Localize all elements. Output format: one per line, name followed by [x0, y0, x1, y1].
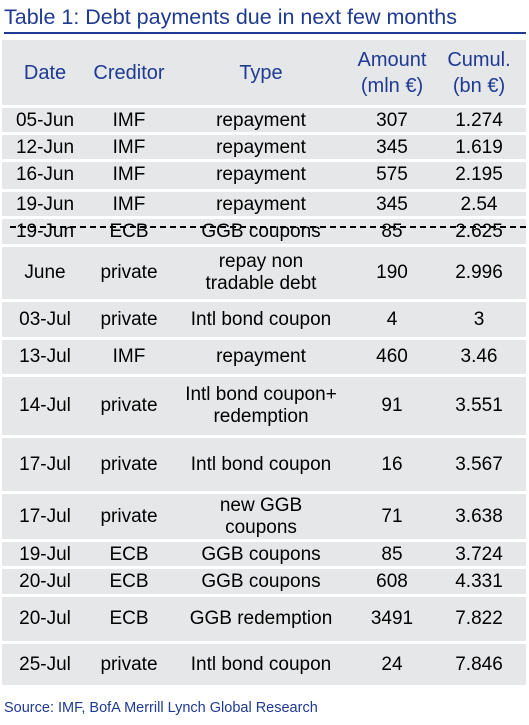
cell-cumul: 2.195 [455, 163, 503, 185]
table-row [2, 569, 526, 594]
cell-type-line: GGB coupons [201, 543, 321, 565]
row-separator [2, 244, 526, 247]
cell-type-line: repayment [216, 346, 306, 367]
row-separator [2, 566, 526, 569]
table-row [2, 438, 526, 491]
cell-date: 20-Jul [19, 570, 71, 592]
cell-type [170, 135, 352, 160]
row-separator [2, 105, 526, 108]
cell-amount: 460 [376, 346, 408, 367]
cell-type-line: repayment [216, 109, 306, 131]
cell-type [170, 438, 352, 491]
header-amount [352, 40, 432, 106]
cell-type [170, 192, 352, 217]
cell-creditor: private [100, 395, 158, 416]
cell-type-line: coupons [225, 516, 297, 538]
cell-cumul: 3.551 [455, 395, 503, 416]
cell-creditor: private [100, 453, 158, 475]
cell-date: 05-Jun [15, 109, 75, 131]
row-separator [2, 337, 526, 340]
cell-date: 19-Jun [15, 193, 75, 215]
cell-creditor: private [100, 505, 158, 527]
table-row [2, 135, 526, 160]
row-separator [2, 216, 526, 219]
cell-cumul: 7.846 [455, 653, 503, 675]
cell-cumul: 2.625 [455, 220, 503, 242]
header-date: Date [23, 62, 67, 84]
cell-type-line: Intl bond coupon+ [185, 384, 337, 405]
cell-cumul: 1.619 [455, 136, 503, 158]
cell-amount: 4 [386, 308, 398, 330]
cell-type-line: GGB coupons [201, 570, 321, 592]
cell-date: 12-Jun [15, 136, 75, 158]
row-separator [2, 539, 526, 542]
table-row [2, 247, 526, 299]
header-cumul [432, 40, 526, 106]
header-amount-line2: (mln €) [360, 75, 424, 97]
table-row [2, 644, 526, 685]
cell-amount: 85 [381, 220, 403, 242]
cell-type [170, 644, 352, 685]
table-row [2, 219, 526, 244]
cell-type [170, 340, 352, 374]
cell-date: June [24, 262, 66, 283]
cell-amount: 345 [376, 136, 408, 158]
cell-date: 17-Jul [19, 505, 71, 527]
cell-creditor: ECB [109, 220, 149, 242]
cell-type-line: repayment [216, 163, 306, 185]
cell-cumul: 2.54 [460, 193, 498, 215]
cell-cumul: 3.567 [455, 453, 503, 475]
cell-type [170, 162, 352, 187]
dashed-divider [10, 226, 526, 228]
cell-date: 20-Jul [19, 608, 71, 629]
cell-amount: 345 [376, 193, 408, 215]
table-row [2, 192, 526, 217]
cell-cumul: 4.331 [455, 570, 503, 592]
row-separator [2, 594, 526, 597]
header-cumul-line1: Cumul. [447, 49, 511, 71]
row-separator [2, 491, 526, 494]
cell-date: 16-Jun [15, 163, 75, 185]
cell-cumul: 3.724 [455, 543, 503, 565]
cell-creditor: IMF [112, 193, 146, 215]
cell-amount: 91 [381, 395, 403, 416]
cell-type-line: Intl bond coupon [190, 453, 332, 475]
cell-type [170, 247, 352, 299]
cell-cumul: 3 [473, 308, 485, 330]
cell-date: 13-Jul [19, 346, 71, 367]
cell-creditor: IMF [112, 109, 146, 131]
header-type: Type [239, 62, 283, 84]
cell-creditor: ECB [109, 570, 149, 592]
table-header [2, 40, 526, 106]
table-row [2, 302, 526, 337]
cell-amount: 24 [381, 653, 403, 675]
cell-cumul: 7.822 [455, 608, 503, 629]
table-row [2, 340, 526, 374]
row-separator [2, 641, 526, 644]
cell-type-line: repayment [216, 136, 306, 158]
cell-type [170, 302, 352, 337]
row-separator [2, 159, 526, 162]
table-row [2, 597, 526, 641]
row-separator [2, 132, 526, 135]
cell-type-line: Intl bond coupon [190, 308, 332, 330]
cell-amount: 85 [381, 543, 403, 565]
cell-creditor: ECB [109, 608, 149, 629]
cell-amount: 190 [376, 262, 408, 283]
cell-creditor: ECB [109, 543, 149, 565]
table-row [2, 542, 526, 567]
cell-amount: 575 [376, 163, 408, 185]
source-note: Source: IMF, BofA Merrill Lynch Global Research [4, 700, 318, 716]
cell-type-line: repay non [218, 251, 304, 272]
row-separator [2, 299, 526, 302]
cell-type-line: redemption [213, 406, 309, 427]
table-row [2, 162, 526, 187]
cell-date: 19-Jul [19, 543, 71, 565]
row-separator [2, 189, 526, 192]
table-row [2, 494, 526, 539]
cell-date: 25-Jul [19, 653, 71, 675]
cell-cumul: 3.638 [455, 505, 503, 527]
cell-date: 17-Jul [19, 453, 71, 475]
table-row [2, 108, 526, 133]
cell-type-line: repayment [216, 193, 306, 215]
cell-type [170, 597, 352, 641]
cell-date: 19-Jun [15, 220, 75, 242]
header-creditor: Creditor [93, 62, 165, 84]
cell-amount: 3491 [370, 608, 414, 629]
cell-cumul: 2.996 [455, 262, 503, 283]
cell-type-line: Intl bond coupon [190, 653, 332, 675]
cell-creditor: IMF [112, 136, 146, 158]
cell-type [170, 377, 352, 435]
table-row [2, 377, 526, 435]
cell-date: 03-Jul [19, 308, 71, 330]
cell-type-line: new GGB [219, 494, 303, 516]
cell-type-line: tradable debt [205, 273, 317, 294]
cell-amount: 16 [381, 453, 403, 475]
cell-type [170, 542, 352, 567]
cell-type [170, 494, 352, 539]
cell-creditor: private [100, 653, 158, 675]
cell-creditor: IMF [112, 346, 146, 367]
cell-type [170, 219, 352, 244]
cell-date: 14-Jul [19, 395, 71, 416]
cell-cumul: 1.274 [455, 109, 503, 131]
table-title: Table 1: Debt payments due in next few months [4, 4, 526, 34]
cell-amount: 71 [381, 505, 403, 527]
debt-payments-table [2, 40, 526, 685]
row-separator [2, 435, 526, 438]
row-separator [2, 374, 526, 377]
cell-type [170, 569, 352, 594]
cell-creditor: private [100, 308, 158, 330]
header-cumul-line2: (bn €) [452, 75, 506, 97]
cell-cumul: 3.46 [460, 346, 498, 367]
cell-type-line: GGB coupons [201, 220, 321, 242]
cell-type-line: GGB redemption [189, 608, 333, 629]
cell-amount: 608 [376, 570, 408, 592]
cell-creditor: private [100, 262, 158, 283]
header-amount-line1: Amount [357, 49, 427, 71]
cell-type [170, 108, 352, 133]
cell-creditor: IMF [112, 163, 146, 185]
cell-amount: 307 [376, 109, 408, 131]
